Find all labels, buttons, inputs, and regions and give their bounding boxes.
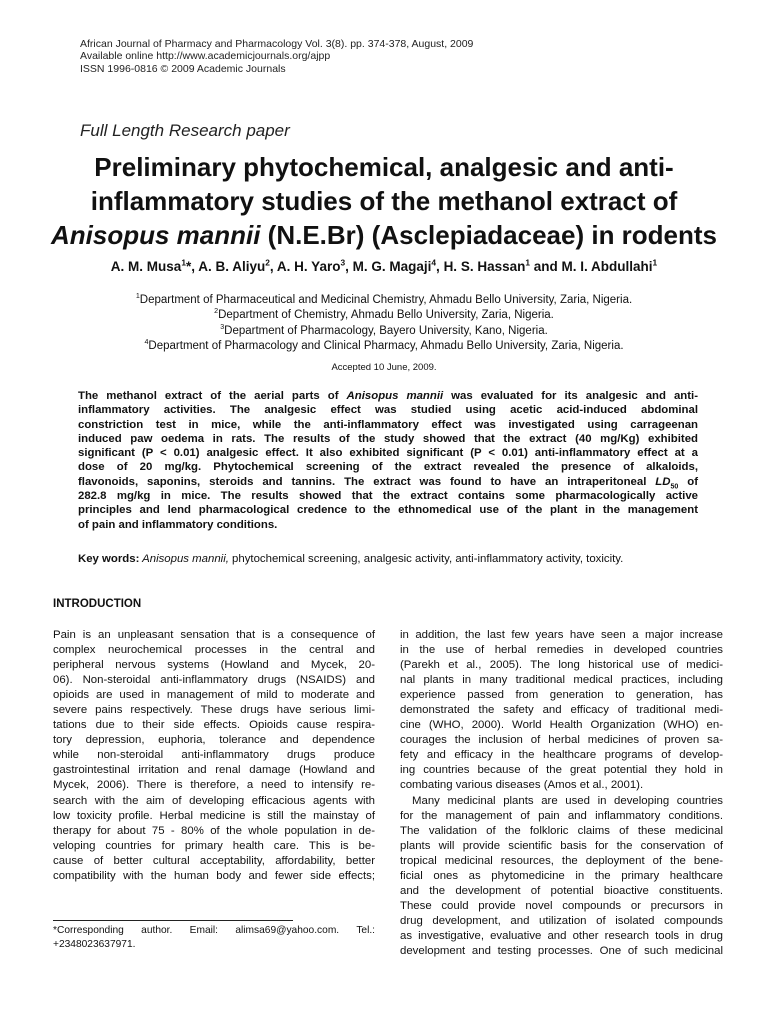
body-line: (Parekh et al., 2005). The long historical use of medici-	[400, 659, 723, 672]
online-availability: Available online http://www.academicjournals.org/ajpp	[80, 50, 331, 63]
footnote-line: *Corresponding author. Email: alimsa69@yahoo.com. Tel.:	[53, 925, 375, 936]
title-line-3	[40, 218, 728, 252]
body-line: cause of better cultural acceptability, affordability, better	[53, 854, 375, 867]
body-line: development and testing processes. One of such medicinal	[400, 944, 723, 957]
body-line: and the development of potential bioactive constituents.	[400, 884, 723, 897]
body-line: while non-steroidal anti-inflammatory drugs produce	[53, 749, 375, 762]
body-line: in the use of herbal remedies in developed countries	[400, 644, 723, 657]
journal-citation: African Journal of Pharmacy and Pharmacology Vol. 3(8). pp. 374-378, August, 2009	[80, 38, 474, 50]
body-line: Pain is an unpleasant sensation that is a consequence of	[53, 629, 375, 641]
body-line: cine (WHO, 2000). World Health Organization (WHO) en-	[400, 719, 723, 732]
body-line: experience passed from generation to generation, has	[400, 689, 723, 702]
affiliation: $^1$Department of Pharmaceutical and Medicinal Chemistry, Ahmadu Bello University, Zaria, Nigeria.	[135, 292, 633, 306]
author-list	[40, 259, 728, 274]
author: M. I. Abdullahi$^1$	[561, 257, 658, 274]
title-line-2: inflammatory studies of the methanol extract of	[90, 186, 678, 216]
author: A. B. Aliyu$^2$,	[198, 257, 277, 274]
corresponding-author-footnote	[53, 924, 375, 952]
body-line: courages the inclusion of herbal medicines of proven sa-	[400, 734, 723, 747]
body-line: search with the aim of developing efficacious agents with	[53, 794, 375, 807]
author: A. H. Yaro$^3$,	[276, 257, 353, 274]
keywords-label: Key words:	[78, 553, 140, 565]
body-column-left	[53, 628, 375, 884]
affiliation: $^3$Department of Pharmacology, Bayero University, Kano, Nigeria.	[220, 322, 548, 337]
body-line: complex neurochemical processes in the central and	[53, 644, 375, 657]
body-line: ing countries because of the great potential they hold in	[400, 764, 723, 777]
body-line: These could provide novel compounds or precursors in	[400, 899, 723, 912]
body-line: ficial ones as phytomedicine in the primary healthcare	[400, 869, 723, 882]
body-line: tory depression, euphoria, tolerance and dependence	[53, 734, 375, 747]
body-line: compatibility with the human body and fewer side effects;	[53, 869, 375, 882]
body-line: gastrointestinal irritation and renal damage (Howland and	[53, 764, 375, 777]
abstract	[78, 389, 698, 532]
species-name: Anisopus mannii	[50, 220, 261, 250]
species-name: Anisopus mannii	[346, 390, 444, 402]
abstract-line: of pain and inflammatory conditions.	[78, 518, 278, 531]
title-line-1: Preliminary phytochemical, analgesic and anti-	[94, 152, 674, 182]
journal-header	[80, 38, 473, 75]
abstract-line: principles and lend pharmacological credence to the ethnomedical use of the plant in the management	[78, 504, 698, 517]
keywords	[78, 553, 623, 565]
abstract-line: 282.8 mg/kg in mice. The results showed that the extract contains some pharmacologically active	[78, 490, 698, 503]
body-line: in addition, the last few years have seen a major increase	[400, 629, 723, 641]
accepted-date: Accepted 10 June, 2009.	[331, 362, 437, 373]
footnote-line: +2348023637971.	[53, 939, 136, 950]
body-line: fety and efficacy in the healthcare programs of develop-	[400, 749, 723, 762]
abstract-line: inflammatory activities. The analgesic effect was studied using acetic acid-induced abdominal	[78, 404, 698, 417]
body-line: veloping countries for primary health care. This is be-	[53, 839, 375, 852]
body-line: for the management of pain and inflammatory conditions.	[400, 809, 723, 822]
body-line: low toxicity profile. Herbal medicine is still the mainstay of	[53, 809, 375, 822]
title-line-3-rest: (N.E.Br) (Asclepiadaceae) in rodents	[260, 220, 718, 250]
body-line: severe pains respectively. These drugs have serious limi-	[53, 704, 375, 717]
abstract-line: The methanol extract of the aerial parts of Anisopus mannii was evaluated for its analgesic and anti-	[78, 390, 699, 402]
keyword-species: Anisopus mannii,	[139, 553, 229, 565]
author: H. S. Hassan$^1$ and	[443, 257, 562, 274]
affiliations	[40, 293, 728, 355]
body-line: demonstrated the safety and efficacy of traditional medi-	[400, 704, 723, 717]
abstract-line: dose of 20 mg/kg. Phytochemical screening of the extract revealed the presence of alkaloids,	[78, 461, 698, 474]
body-line: tations due to their side effects. Opioids cause respira-	[53, 719, 375, 732]
keyword-list: phytochemical screening, analgesic activity, anti-inflammatory activity, toxicity.	[228, 553, 624, 565]
footnote-divider	[53, 920, 293, 921]
abstract-line: constriction test in mice, while the anti-inflammatory effect was investigated using carrageenan	[78, 418, 698, 431]
affiliation: $^2$Department of Chemistry, Ahmadu Bello University, Zaria, Nigeria.	[214, 307, 554, 322]
body-line: as investigative, evaluative and other research tools in drug	[400, 929, 723, 942]
body-line: plants will provide scientific basis for the conservation of	[400, 839, 723, 852]
abstract-line: flavonoids, saponins, steroids and tannins. The extract was found to have an intraperitoneal $LD_{50}$ of	[78, 475, 698, 491]
issn-line: ISSN 1996-0816 © 2009 Academic Journals	[80, 62, 286, 75]
body-line: Mycek, 2006). There is therefore, a need to intensify re-	[53, 779, 375, 792]
body-line: drug development, and utilization of isolated compounds	[400, 914, 723, 927]
body-line: peripheral nervous systems (Howland and Mycek, 20-	[53, 659, 375, 672]
author: M. G. Magaji$^4$,	[352, 257, 444, 274]
body-column-right	[400, 628, 723, 959]
affiliation: $^4$Department of Pharmacology and Clinical Pharmacy, Ahmadu Bello University, Zaria, Nigeria.	[144, 338, 624, 353]
body-line: Many medicinal plants are used in developing countries	[412, 794, 723, 807]
body-line: The validation of the folkloric claims of these medicinal	[400, 824, 723, 837]
abstract-line: significant (P < 0.01) analgesic effect. It also exhibited significant (P < 0.01) anti-inflammatory effect at a	[78, 447, 698, 460]
body-line: therapy for about 75 - 80% of the whole population in de-	[53, 824, 375, 837]
body-line: combating various diseases (Amos et al., 2001).	[400, 779, 644, 792]
body-line: tropical medicinal resources, the deployment of the bene-	[400, 854, 723, 867]
paper-title	[40, 150, 728, 252]
author: A. M. Musa$^1$*,	[110, 257, 199, 274]
body-line: opioids are used in management of mild to moderate and	[53, 689, 375, 702]
section-heading-introduction: INTRODUCTION	[53, 598, 142, 610]
body-line: 06). Non-steroidal anti-inflammatory drugs (NSAIDS) and	[53, 674, 375, 687]
abstract-line: induced paw oedema in rats. The results of the study showed that the extract (40 mg/Kg) exhibited	[78, 432, 698, 445]
paper-type-label: Full Length Research paper	[80, 121, 290, 140]
body-line: nal plants in many traditional medical practices, including	[400, 674, 723, 687]
